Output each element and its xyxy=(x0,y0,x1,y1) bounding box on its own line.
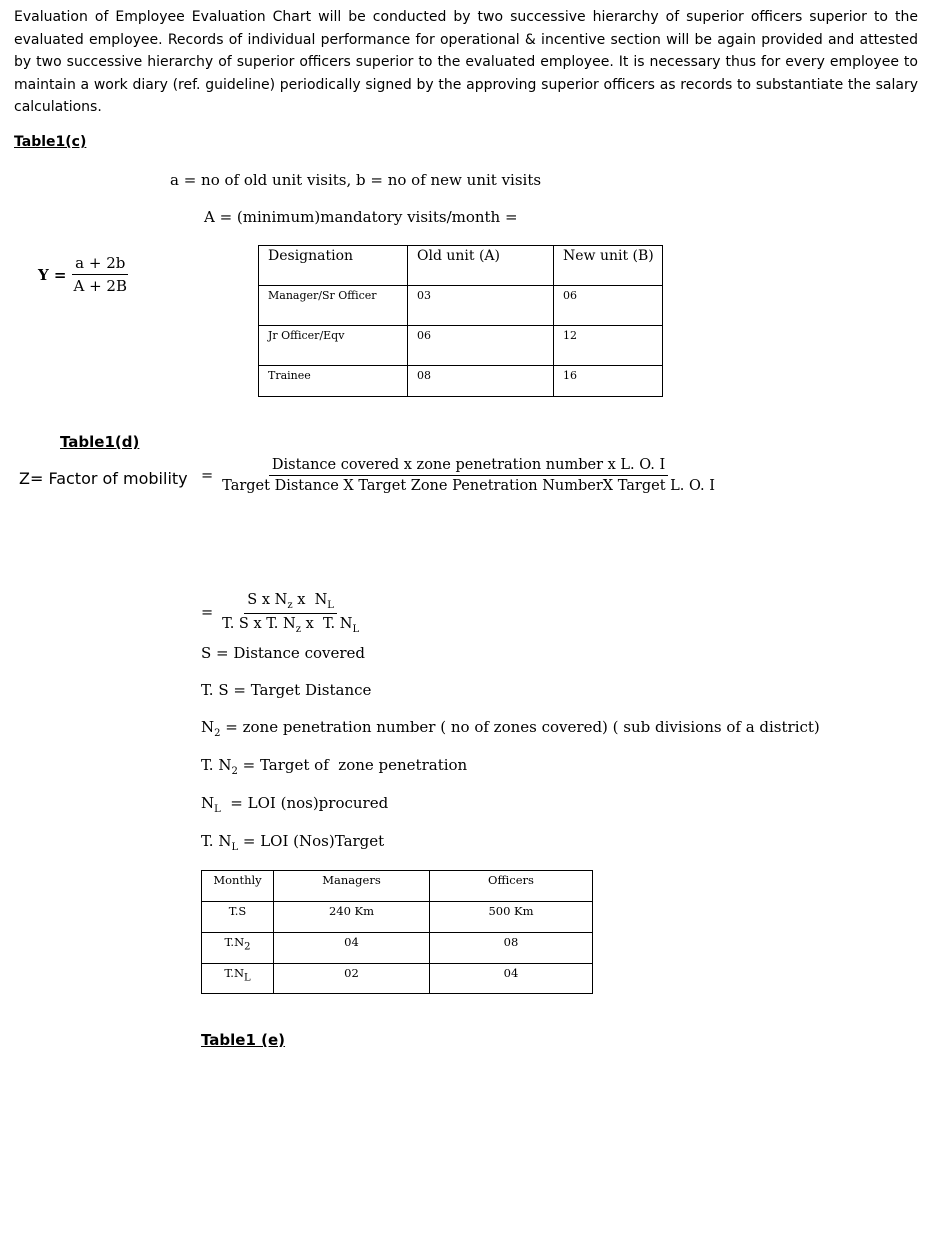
targets-cell-officers: 08 xyxy=(430,933,593,964)
symbolic-formula-denominator xyxy=(219,614,362,635)
visits-header-new-unit: New unit (B) xyxy=(554,246,663,286)
definition-line xyxy=(201,832,384,853)
metric-subscript: 2 xyxy=(244,941,251,953)
table1d-heading: Table1(d) xyxy=(60,433,140,451)
visits-cell-new-unit: 16 xyxy=(554,366,663,397)
metric-symbol: T.N xyxy=(224,935,245,949)
table-row xyxy=(202,964,593,994)
definition-line xyxy=(201,794,388,815)
targets-header-managers: Managers xyxy=(274,871,430,902)
definition-subscript: L xyxy=(231,842,239,853)
visits-cell-old-unit: 08 xyxy=(408,366,554,397)
table-row xyxy=(202,933,593,964)
visits-cell-designation: Trainee xyxy=(259,366,408,397)
table1c-heading: Table1(c) xyxy=(14,134,87,150)
symbolic-num-sub-1: z xyxy=(287,599,293,611)
definition-A-line xyxy=(204,208,518,226)
visits-cell-old-unit: 03 xyxy=(408,286,554,326)
mobility-formula xyxy=(201,457,718,494)
visits-table xyxy=(258,245,663,397)
z-factor-label: Z= Factor of mobility xyxy=(19,469,188,488)
symbolic-formula-equals: = xyxy=(201,605,214,622)
metric-symbol: T.N xyxy=(224,966,245,980)
targets-cell-metric xyxy=(202,964,274,994)
definition-symbol: N xyxy=(201,794,215,812)
definition-text: = LOI (nos)procured xyxy=(220,794,389,812)
metric-symbol: T.S xyxy=(228,904,247,918)
symbolic-den-part-b: x T. N xyxy=(300,615,353,632)
formula-y-lhs: Y = xyxy=(38,265,67,284)
table-row xyxy=(259,326,663,366)
symbolic-den-sub-1: z xyxy=(295,623,301,635)
mobility-formula-fraction xyxy=(219,457,718,494)
targets-cell-managers: 240 Km xyxy=(274,902,430,933)
symbolic-den-sub-2: L xyxy=(352,623,360,635)
definition-a-b: a = no of old unit visits, b = no of new unit visits xyxy=(170,171,542,189)
targets-cell-metric xyxy=(202,902,274,933)
formula-y-fraction xyxy=(71,254,131,295)
visits-cell-designation: Manager/Sr Officer xyxy=(259,286,408,326)
visits-header-designation: Designation xyxy=(259,246,408,286)
definition-symbol: N xyxy=(201,718,215,736)
targets-cell-managers: 04 xyxy=(274,933,430,964)
targets-header-monthly: Monthly xyxy=(202,871,274,902)
definition-text: S = Distance covered xyxy=(201,644,366,662)
definition-text: T. S = Target Distance xyxy=(201,681,372,699)
metric-subscript: L xyxy=(244,972,251,984)
targets-cell-managers: 02 xyxy=(274,964,430,994)
targets-cell-officers: 04 xyxy=(430,964,593,994)
symbolic-formula-numerator xyxy=(244,592,337,614)
definition-subscript: 2 xyxy=(214,728,221,739)
definition-text: = Target of zone penetration xyxy=(237,756,468,774)
formula-y-denominator: A + 2B xyxy=(73,277,128,295)
mobility-formula-equals: = xyxy=(201,467,214,484)
visits-cell-old-unit: 06 xyxy=(408,326,554,366)
definition-line xyxy=(201,681,371,699)
targets-header-officers: Officers xyxy=(430,871,593,902)
mobility-symbolic-formula xyxy=(201,592,362,635)
targets-table-header-row xyxy=(202,871,593,902)
definition-symbol: T. N xyxy=(201,756,232,774)
targets-cell-metric xyxy=(202,933,274,964)
definition-line xyxy=(201,644,365,662)
formula-y-numerator: a + 2b xyxy=(72,254,128,275)
table-row xyxy=(202,902,593,933)
symbolic-num-part-b: x N xyxy=(292,592,328,608)
mobility-formula-numerator: Distance covered x zone penetration number x L. O. I xyxy=(269,457,668,476)
definition-A: A = (minimum)mandatory visits/month = xyxy=(204,208,518,226)
visits-header-old-unit: Old unit (A) xyxy=(408,246,554,286)
definition-subscript: 2 xyxy=(231,766,238,777)
definition-text: = zone penetration number ( no of zones covered) ( sub divisions of a district) xyxy=(220,718,820,736)
mobility-formula-denominator: Target Distance X Target Zone Penetration NumberX Target L. O. I xyxy=(222,478,715,494)
table-row xyxy=(259,286,663,326)
symbolic-num-part-a: S x N xyxy=(247,592,288,608)
intro-paragraph: Evaluation of Employee Evaluation Chart will be conducted by two successive hierarchy of superior officers superior to the evaluated employee. Records of individual performance for operational & incentive section will be again provided and attested by two successive hierarchy of superior officers superior to the evaluated employee. It is necessary thus for every employee to maintain a work diary (ref. guideline) periodically signed by the approving superior officers as records to substantiate the salary calculations. xyxy=(14,9,918,115)
visits-table-header-row xyxy=(259,246,663,286)
targets-cell-officers: 500 Km xyxy=(430,902,593,933)
visits-cell-new-unit: 06 xyxy=(554,286,663,326)
definition-line xyxy=(201,756,467,777)
symbolic-formula-fraction xyxy=(219,592,362,635)
definition-subscript: L xyxy=(214,804,221,815)
formula-y xyxy=(38,254,130,295)
visits-cell-new-unit: 12 xyxy=(554,326,663,366)
definition-text: = LOI (Nos)Target xyxy=(238,832,385,850)
definition-line xyxy=(201,718,820,739)
visits-cell-designation: Jr Officer/Eqv xyxy=(259,326,408,366)
table1e-heading: Table1 (e) xyxy=(201,1031,286,1049)
symbolic-den-part-a: T. S x T. N xyxy=(222,615,296,632)
definition-symbol: T. N xyxy=(201,832,232,850)
targets-table xyxy=(201,870,593,994)
table-row xyxy=(259,366,663,397)
symbolic-num-sub-2: L xyxy=(327,599,334,611)
